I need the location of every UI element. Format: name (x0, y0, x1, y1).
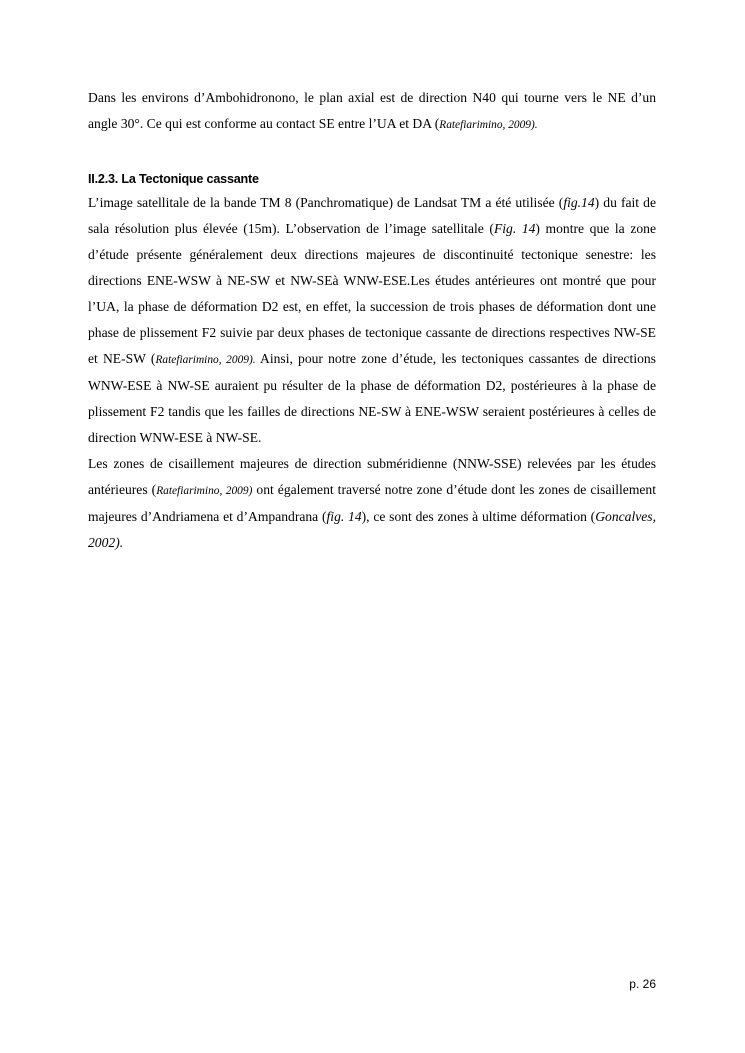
p2-text-2: ont également traversé notre zone d’étude dont les zones de cisaillement majeures d’Andriamena et d’Ampandrana ( (88, 482, 656, 524)
p2-text-1: Les zones de cisaillement majeures de direction subméridienne (NNW-SSE) relevées par les études antérieures ( (88, 456, 656, 497)
intro-citation: Ratefiarimino, 2009). (439, 119, 538, 131)
p1-text-4: Ainsi, pour notre zone d’étude, les tectoniques cassantes de directions WNW-ESE à NW-SE auraient pu résulter de la phase de déformation D2, postérieures à la phase de plissement F2 tandis que les failles de directions NE-SW à ENE-WSW seraient postérieures à celles de direction WNW-ESE à NW-SE. (88, 351, 656, 445)
p1-text-3: ) montre que la zone d’étude présente généralement deux directions majeures de discontinuité tectonique senestre: les directions ENE-WSW à NE-SW et NW-SEà WNW-ESE.Les études antérieures ont montré que pour l’UA, la phase de déformation D2 est, en effet, la succession de trois phases de déformation dont une phase de plissement F2 suivie par deux phases de tectonique cassante de directions respectives NW-SE et NE-SW ( (88, 221, 656, 366)
paragraph-satellite-image (88, 190, 656, 451)
p1-text-2: ) du fait de sala résolution plus élevée (15m). L’observation de l’image satellitale ( (88, 195, 657, 236)
section-body (88, 190, 656, 556)
p1-text-1: L’image satellitale de la bande TM 8 (Panchromatique) de Landsat TM a été utilisée ( (88, 195, 564, 210)
p1-figure-ref-2: Fig. 14 (493, 221, 536, 236)
p2-figure-ref-1: fig. 14 (326, 509, 362, 524)
paragraph-shear-zones (88, 451, 656, 556)
p2-text-3: ), ce sont des zones à ultime déformation ( (361, 509, 596, 524)
p1-citation-1: Ratefiarimino, 2009). (155, 354, 256, 366)
p2-citation-2: Goncalves, 2002). (88, 509, 656, 550)
page-number: p. 26 (629, 977, 656, 991)
p1-figure-ref-1: fig.14 (563, 195, 595, 210)
section-heading: II.2.3. La Tectonique cassante (88, 172, 259, 186)
p2-citation-1: Ratefiarimino, 2009) (156, 485, 253, 497)
intro-paragraph (88, 85, 656, 138)
intro-text: Dans les environs d’Ambohidronono, le plan axial est de direction N40 qui tourne vers le NE d’un angle 30°. Ce qui est conforme au contact SE entre l’UA et DA ( (88, 90, 656, 131)
